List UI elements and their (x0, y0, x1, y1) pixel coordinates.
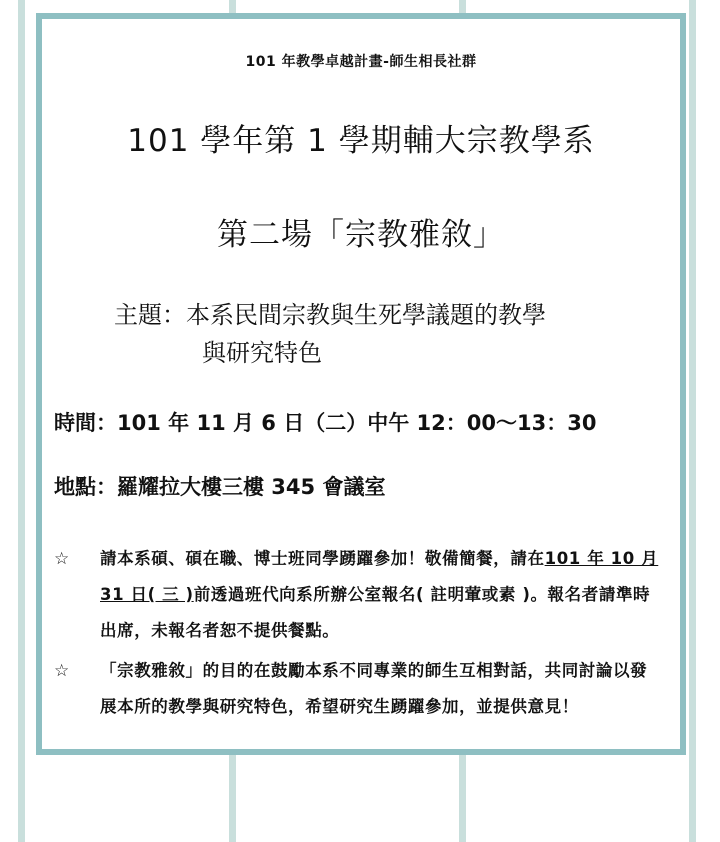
event-place: 地點：羅耀拉大樓三樓 345 會議室 (54, 475, 386, 499)
title-line-2: 第二場「宗教雅敘」 (217, 217, 505, 253)
event-time: 時間：101 年 11 月 6 日（二）中午 12：00～13：30 (54, 411, 597, 435)
note-body: 「宗教雅敘」的目的在鼓勵本系不同專業的師生互相對話，共同討論以發展本所的教學與研究特色，希望研究生踴躍參加，並提供意見！ (100, 661, 648, 716)
poster-frame (36, 13, 686, 755)
theme-block (114, 296, 654, 372)
theme-line-1: 主題：本系民間宗教與生死學議題的教學 (114, 301, 546, 329)
note-text-before: 請本系碩、碩在職、博士班同學踴躍參加！敬備簡餐，請在 (100, 549, 545, 568)
theme-line-2: 與研究特色 (202, 339, 322, 367)
page-guide-line (689, 0, 696, 842)
star-icon: ☆ (54, 549, 70, 569)
note-body (54, 541, 664, 649)
page-guide-line (18, 0, 25, 842)
note-registration (54, 541, 664, 649)
program-kicker: 101 年教學卓越計畫-師生相長社群 (245, 54, 477, 70)
note-text-after: 前透過班代向系所辦公室報名( 註明葷或素 )。報名者請準時出席，未報名者恕不提供餐點。 (100, 585, 651, 640)
title-line-1: 101 學年第 1 學期輔大宗教學系 (127, 123, 595, 159)
star-icon: ☆ (54, 661, 70, 681)
registration-deadline: 101 年 10 月 31 日( 三 ) (100, 549, 659, 604)
note-purpose (54, 653, 664, 725)
